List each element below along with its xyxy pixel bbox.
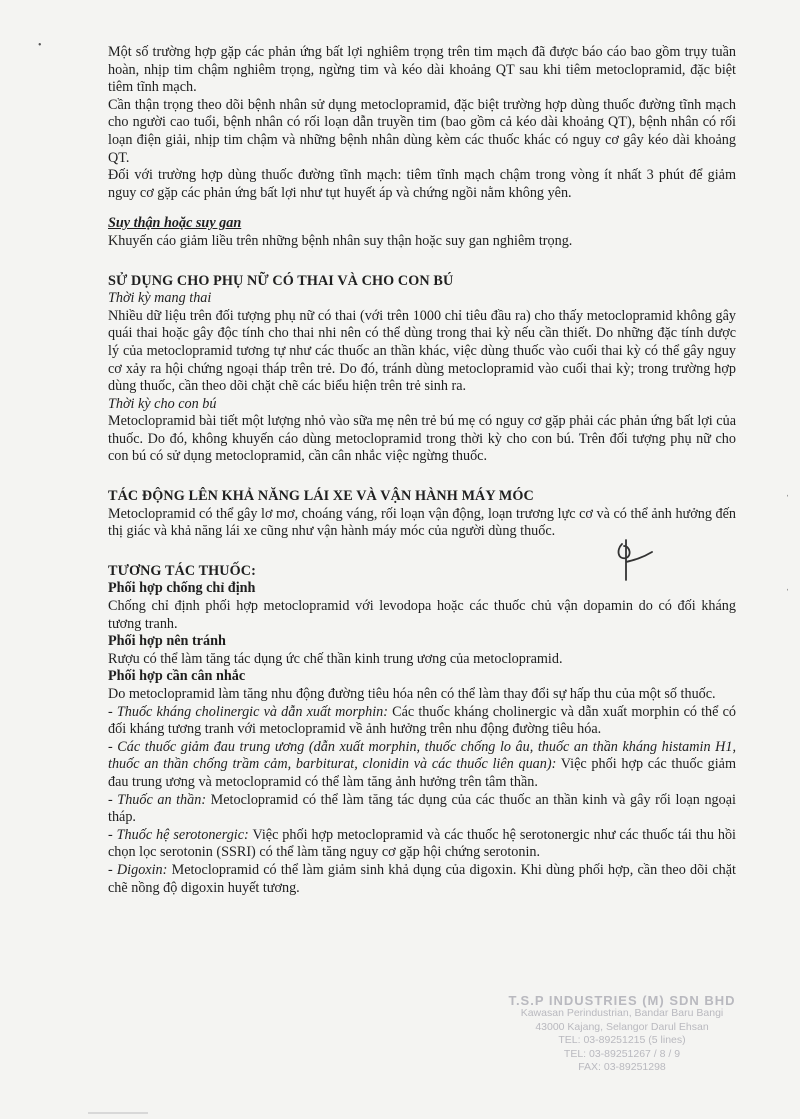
avoid-text: Rượu có thể làm tăng tác dụng ức chế thần kinh trung ương của metoclopramid. [108, 650, 563, 667]
stamp-address-line-2: 43000 Kajang, Selangor Darul Ehsan [535, 1020, 709, 1033]
driving-text: Metoclopramid có thể gây lơ mơ, choáng váng, rối loạn vận động, loạn trương lực cơ và có thể ảnh hưởng đến thị giác và khả năng lái xe cũng như vận hành máy móc của người dùng thuốc. [108, 505, 736, 540]
interaction-item-label: - Thuốc an thần: [108, 791, 207, 808]
interaction-item-text: Việc phối hợp các thuốc giảm đau trung ương và metoclopramid có thể làm tăng ảnh hưởng trên tâm thần. [108, 756, 736, 790]
interaction-item-label: - Các thuốc giảm đau trung ương (dẫn xuất morphin, thuốc chống lo âu, thuốc an thần kháng histamin H1, thuốc an thần chống trầm cảm, barbiturat, clonidin và các thuốc liên quan): [108, 738, 736, 773]
driving-heading: TÁC ĐỘNG LÊN KHẢ NĂNG LÁI XE VÀ VẬN HÀNH MÁY MÓC [108, 488, 534, 505]
renal-title: Suy thận hoặc suy gan [108, 215, 242, 232]
contra-text: Chống chỉ định phối hợp metoclopramid với levodopa hoặc các thuốc chủ vận dopamin do có đối kháng tương tranh. [108, 598, 736, 632]
stamp-tel-2: TEL: 03-89251267 / 8 / 9 [563, 1047, 681, 1060]
pregnancy-heading: SỬ DỤNG CHO PHỤ NỮ CÓ THAI VÀ CHO CON BÚ [108, 272, 454, 289]
renal-section [108, 215, 736, 250]
company-stamp [492, 994, 752, 1074]
pregnancy-section [108, 273, 736, 467]
interaction-item [108, 704, 736, 739]
interaction-item [108, 792, 736, 827]
pregnancy-subtitle: Thời kỳ mang thai [108, 290, 212, 307]
pregnancy-text: Nhiều dữ liệu trên đối tượng phụ nữ có thai (với trên 1000 chỉ tiêu đầu ra) cho thấy metoclopramid không gây quái thai hoặc gây độc tính cho thai nhi nên có thể dùng trong thai kỳ nếu cần thiết. Do những đặc tính dược lý của metoclopramid tương tự như các thuốc an thần khác, việc dùng thuốc vào cuối thai kỳ có thể gây nguy cơ xảy ra hội chứng ngoại tháp trên trẻ. Do đó, tránh dùng metoclopramid vào cuối thai kỳ; trong trường hợp dùng thuốc, cần theo dõi chặt chẽ các biểu hiện trên trẻ sinh ra. [108, 307, 736, 395]
document-page [108, 44, 736, 897]
interaction-item-label: - Digoxin: [108, 861, 168, 878]
driving-section [108, 488, 736, 541]
interaction-item-label: - Thuốc hệ serotonergic: [108, 826, 249, 843]
interaction-item-label: - Thuốc kháng cholinergic và dẫn xuất morphin: [108, 703, 388, 720]
avoid-title: Phối hợp nên tránh [108, 633, 226, 650]
margin-tick: ˌ [786, 486, 790, 497]
margin-tick: ˌ [786, 580, 790, 591]
stamp-address-line-1: Kawasan Perindustrian, Bandar Baru Bangi [520, 1007, 724, 1020]
cardio-paragraph-3: Đối với trường hợp dùng thuốc đường tĩnh mạch: tiêm tĩnh mạch chậm trong vòng ít nhất 3 phút để giảm nguy cơ gặp các phản ứng bất lợi như tụt huyết áp và chứng ngồi nằm không yên. [108, 167, 736, 201]
consider-title: Phối hợp cần cân nhắc [108, 668, 246, 685]
lactation-subtitle: Thời kỳ cho con bú [108, 395, 217, 412]
interaction-item [108, 739, 736, 792]
interaction-item-text: Các thuốc kháng cholinergic và dẫn xuất morphin có thể có đối kháng tương tranh với metoclopramid về ảnh hưởng trên nhu động đường tiêu hóa. [108, 703, 736, 738]
contra-title: Phối hợp chống chỉ định [108, 580, 256, 597]
interaction-item [108, 827, 736, 862]
stamp-fax: FAX: 03-89251298 [578, 1061, 666, 1074]
bottom-edge-line [88, 1112, 148, 1114]
interaction-item-text: Metoclopramid có thể làm giảm sinh khả dụng của digoxin. Khi dùng phối hợp, cần theo dõi chặt chẽ nồng độ digoxin huyết tương. [108, 861, 736, 896]
stamp-company-name: T.S.P INDUSTRIES (M) SDN BHD [508, 993, 736, 1008]
lactation-text: Metoclopramid bài tiết một lượng nhỏ vào sữa mẹ nên trẻ bú mẹ có nguy cơ gặp phải các phản ứng bất lợi của thuốc. Do đó, không khuyến cáo dùng metoclopramid trong thời kỳ cho con bú. Trên đối tượng phụ nữ cho con bú có sử dụng metoclopramid, cần cân nhắc việc ngừng thuốc. [108, 413, 736, 465]
renal-text: Khuyến cáo giảm liều trên những bệnh nhân suy thận hoặc suy gan nghiêm trọng. [108, 232, 573, 249]
interaction-item-text: Metoclopramid có thể làm tăng tác dụng của các thuốc an thần kinh và gây rối loạn ngoại tháp. [108, 791, 736, 826]
signature-mark [612, 536, 656, 584]
stamp-tel-1: TEL: 03-89251215 (5 lines) [558, 1034, 686, 1047]
interaction-item [108, 862, 736, 897]
cardio-paragraph-2: Cần thận trọng theo dõi bệnh nhân sử dụng metoclopramid, đặc biệt trường hợp dùng thuốc đường tĩnh mạch cho người cao tuổi, bệnh nhân có rối loạn dẫn truyền tim (bao gồm cả kéo dài khoảng QT), bệnh nhân có rối loạn điện giải, nhịp tim chậm và những bệnh nhân dùng kèm các thuốc khác có nguy cơ gây kéo dài khoảng QT. [108, 96, 736, 166]
interactions-heading: TƯƠNG TÁC THUỐC: [108, 562, 256, 579]
cardio-paragraph-1: Một số trường hợp gặp các phản ứng bất lợi nghiêm trọng trên tim mạch đã được báo cáo bao gồm trụy tuần hoàn, nhịp tim chậm nghiêm trọng, ngừng tim và kéo dài khoảng QT sau khi tiêm metoclopramid, đặc biệt tiêm tĩnh mạch. [108, 44, 736, 96]
interactions-section [108, 563, 736, 897]
interaction-item-text: Việc phối hợp metoclopramid và các thuốc hệ serotonergic như các thuốc tái thu hồi chọn lọc serotonin (SSRI) có thể làm tăng nguy cơ gặp hội chứng serotonin. [108, 826, 736, 861]
consider-text: Do metoclopramid làm tăng nhu động đường tiêu hóa nên có thể làm thay đổi sự hấp thu của một số thuốc. [108, 686, 716, 702]
margin-dot: • [38, 40, 42, 51]
